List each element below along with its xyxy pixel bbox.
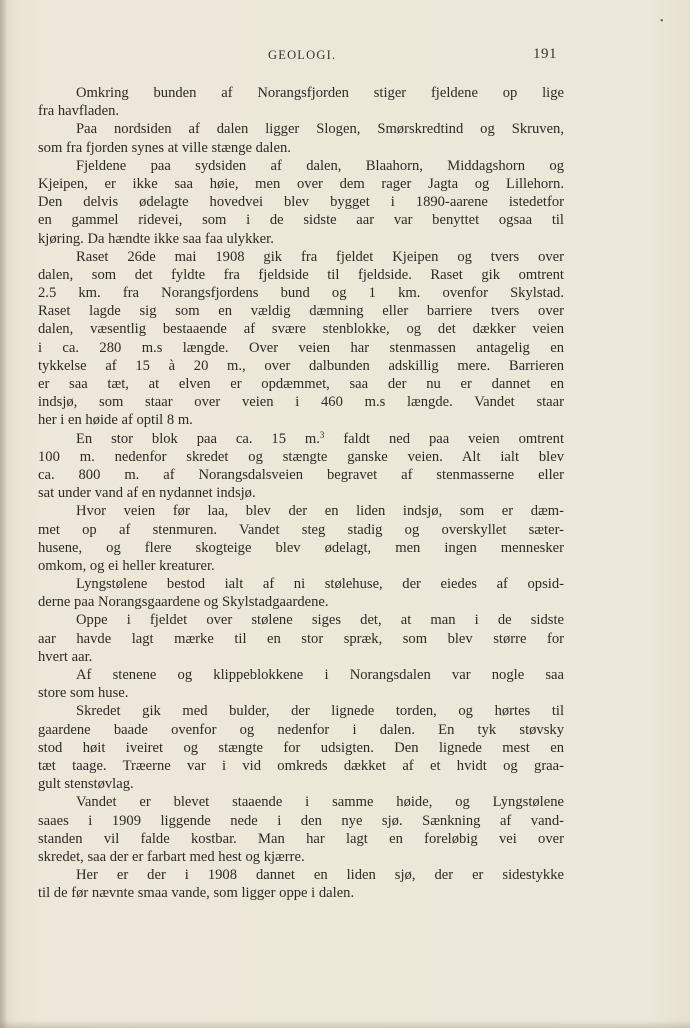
paragraph bbox=[38, 611, 564, 666]
text-line: stod høit iveiret og stængte for udsigten. Den lignede mest en bbox=[38, 739, 564, 756]
text-line: Her er der i 1908 dannet en liden sjø, der er sidestykke bbox=[76, 867, 564, 884]
text-line: met op af stenmuren. Vandet steg stadig og overskyllet sæter- bbox=[38, 521, 564, 538]
text-line: store som huse. bbox=[38, 685, 129, 702]
text-line: Den delvis ødelagte hovedvei blev bygget i 1890-aarene istedetfor bbox=[38, 194, 564, 211]
text-line: aar havde lagt mærke til en stor spræk, som blev større for bbox=[38, 630, 564, 647]
text-line: dalen, som det fyldte fra fjeldside til fjeldside. Raset gik omtrent bbox=[38, 266, 564, 283]
paragraph bbox=[38, 575, 564, 611]
text-line: saaes i 1909 liggende nede i den nye sjø. Sænkning af vand- bbox=[38, 812, 564, 829]
text-line: gaardene baade ovenfor og nedenfor i dalen. En tyk støvsky bbox=[38, 721, 564, 738]
text-line: Paa nordsiden af dalen ligger Slogen, Smørskredtind og Skruven, bbox=[76, 121, 564, 138]
text-line: 2.5 km. fra Norangsfjordens bund og 1 km. ovenfor Skylstad. bbox=[38, 285, 564, 302]
text-line: her i en høide af optil 8 m. bbox=[38, 412, 193, 429]
paragraph bbox=[38, 430, 564, 503]
text-line: hvert aar. bbox=[38, 648, 93, 665]
text-line: Raset 26de mai 1908 gik fra fjeldet Kjeipen og tvers over bbox=[76, 248, 564, 265]
text-line: 100 m. nedenfor skredet og stængte ganske veien. Alt ialt blev bbox=[38, 448, 564, 465]
paragraph bbox=[38, 120, 564, 156]
text-line: derne paa Norangsgaardene og Skylstadgaardene. bbox=[38, 594, 329, 611]
text-line: tæt taage. Træerne var i vid omkreds dækket af et hvidt og graa- bbox=[38, 757, 564, 774]
paragraph bbox=[38, 666, 564, 702]
text-line: dalen, væsentlig bestaaende af svære stenblokke, og det dækker veien bbox=[38, 321, 564, 338]
corner-mark: • bbox=[660, 16, 664, 27]
superscript: 3 bbox=[319, 429, 325, 440]
page-header bbox=[0, 46, 690, 68]
text-line: Af stenene og klippeblokkene i Norangsdalen var nogle saa bbox=[76, 667, 564, 683]
paragraph bbox=[38, 502, 564, 575]
paragraph bbox=[38, 793, 564, 866]
page-bottom-edge bbox=[0, 1020, 690, 1028]
text-line: ca. 800 m. af Norangsdalsveien begravet af stenmasserne eller bbox=[38, 466, 564, 483]
text-line: i ca. 280 m.s længde. Over veien har stenmassen antagelig en bbox=[38, 339, 564, 356]
page-spine-shadow bbox=[0, 0, 6, 1028]
text-line: husene, og flere skogteige blev ødelagt, men ingen mennesker bbox=[38, 539, 564, 556]
text-line: Omkring bunden af Norangsfjorden stiger fjeldene op lige bbox=[76, 85, 564, 101]
paragraph bbox=[38, 702, 564, 793]
text-line: skredet, saa der er farbart med hest og kjærre. bbox=[38, 848, 305, 865]
text-line: tykkelse af 15 à 20 m., over dalbunden adskillig mere. Barrieren bbox=[38, 357, 564, 374]
paragraph bbox=[38, 866, 564, 902]
text-line: er saa tæt, at elven er opdæmmet, saa der nu er dannet en bbox=[38, 376, 564, 392]
text-line bbox=[38, 430, 564, 448]
paragraph bbox=[38, 157, 564, 248]
body-text bbox=[38, 84, 564, 902]
text-line: Hvor veien før laa, blev der en liden indsjø, som er dæm- bbox=[76, 503, 564, 520]
page-number: 191 bbox=[533, 46, 557, 62]
text-line: kjøring. Da hændte ikke saa faa ulykker. bbox=[38, 230, 274, 247]
paragraph bbox=[38, 84, 564, 120]
text-line: Kjeipen, er ikke saa høie, men over dem rager Jagta og Lillehorn. bbox=[38, 175, 564, 192]
paragraph bbox=[38, 248, 564, 430]
text-line: fra havfladen. bbox=[38, 103, 120, 120]
text-line: Raset lagde sig som en vældig dæmning eller barriere tvers over bbox=[38, 303, 564, 320]
text-line: indsjø, som staar over veien i 460 m.s længde. Vandet staar bbox=[38, 394, 564, 411]
text-line: som fra fjorden synes at ville stænge dalen. bbox=[38, 139, 291, 156]
text-fragment: faldt ned paa veien omtrent bbox=[324, 430, 564, 447]
text-line: Vandet er blevet staaende i samme høide, og Lyngstølene bbox=[76, 794, 564, 811]
running-head: GEOLOGI. bbox=[268, 48, 337, 62]
text-line: Fjeldene paa sydsiden af dalen, Blaahorn, Middagshorn og bbox=[76, 157, 564, 174]
text-line: Lyngstølene bestod ialt af ni stølehuse, der eiedes af opsid- bbox=[76, 576, 564, 593]
text-fragment: En stor blok paa ca. 15 m. bbox=[76, 430, 320, 447]
text-line: Skredet gik med bulder, der lignede torden, og hørtes til bbox=[76, 703, 564, 720]
text-line: standen vil falde kostbar. Man har lagt en foreløbig vei over bbox=[38, 830, 564, 847]
text-line: sat under vand af en nydannet indsjø. bbox=[38, 485, 256, 502]
text-line: til de før nævnte smaa vande, som ligger oppe i dalen. bbox=[38, 885, 355, 902]
text-line: gult stenstøvlag. bbox=[38, 776, 134, 793]
text-line: omkom, og ei heller kreaturer. bbox=[38, 557, 215, 574]
text-line: en gammel ridevei, som i de sidste aar var benyttet ogsaa til bbox=[38, 212, 564, 229]
text-line: Oppe i fjeldet over stølene siges det, at man i de sidste bbox=[76, 612, 564, 629]
